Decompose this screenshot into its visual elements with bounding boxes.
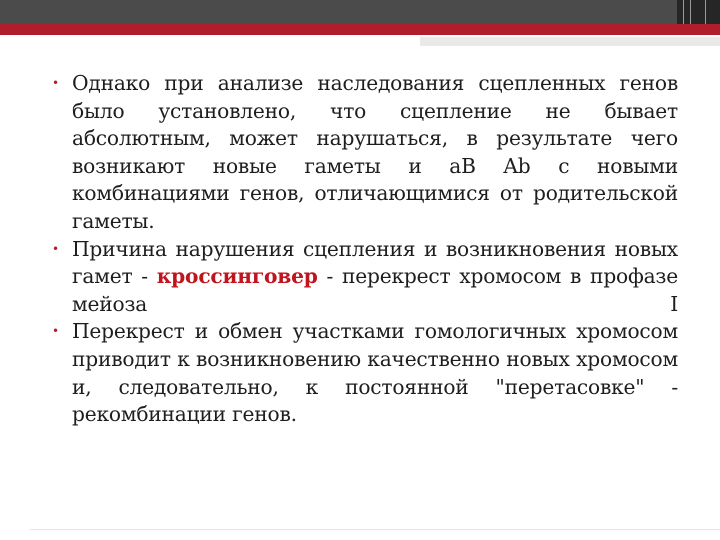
grey-accent-strip (420, 37, 720, 46)
paragraph-text: Причина нарушения сцепления и возникновения новых гамет - (72, 236, 678, 289)
bullet-paragraph-2 (50, 236, 678, 319)
slide-body (50, 70, 678, 429)
paragraph-text: Перекрест и обмен участками гомологичных хромосом приводит к возникновению качественно новых хромосом и, следовательно, к постоянной "перетасовке" - рекомбинации генов. (72, 319, 678, 427)
paragraph-text: Однако при анализе наследования сцепленных генов было установлено, что сцепление не бывает абсолютным, может нарушаться, в результате чего возникают новые гаметы и aB Ab с новыми комбинациями генов, отличающимися от родительской гаметы. (72, 71, 678, 233)
bullet-icon: • (52, 76, 59, 90)
header-divider-line (690, 0, 691, 24)
red-accent-bar (0, 24, 720, 35)
header-band (0, 0, 720, 24)
highlighted-term: кроссинговер (156, 264, 318, 289)
paragraph-text: - перекрест хромосом в профазе мейоза I (72, 264, 678, 316)
header-divider-line (705, 0, 706, 24)
bullet-icon: • (52, 324, 59, 339)
bullet-paragraph-3 (50, 318, 678, 428)
bullet-paragraph-1 (50, 70, 678, 236)
header-divider-line (683, 0, 684, 24)
bottom-divider (30, 529, 720, 530)
bullet-icon: • (52, 241, 59, 256)
